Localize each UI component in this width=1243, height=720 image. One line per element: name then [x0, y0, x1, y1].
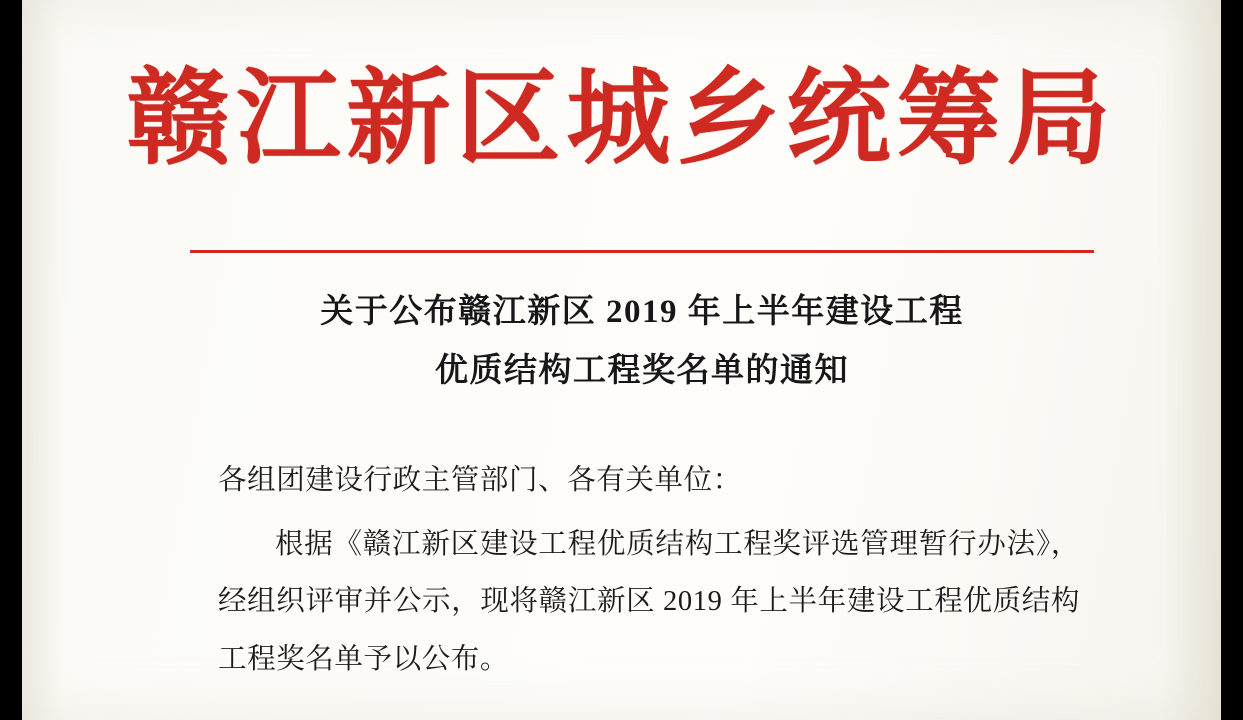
document-title-line-2: 优质结构工程奖名单的通知: [435, 352, 849, 389]
letterhead-organization-name: 赣江新区城乡统筹局: [126, 62, 1117, 177]
letterhead-divider-rule: [190, 250, 1094, 253]
document-title-line-1: 关于公布赣江新区 2019 年上半年建设工程: [320, 294, 964, 330]
document-title: [182, 283, 1102, 400]
document-body: [218, 452, 1080, 688]
body-salutation: 各组团建设行政主管部门、各有关单位：: [218, 465, 742, 496]
scanned-document-sheet: [22, 0, 1221, 720]
body-paragraph-1: 根据《赣江新区建设工程优质结构工程奖评选管理暂行办法》，经组织评审并公示，现将赣江新区 2019 年上半年建设工程优质结构工程奖名单予以公布。: [218, 528, 1080, 675]
